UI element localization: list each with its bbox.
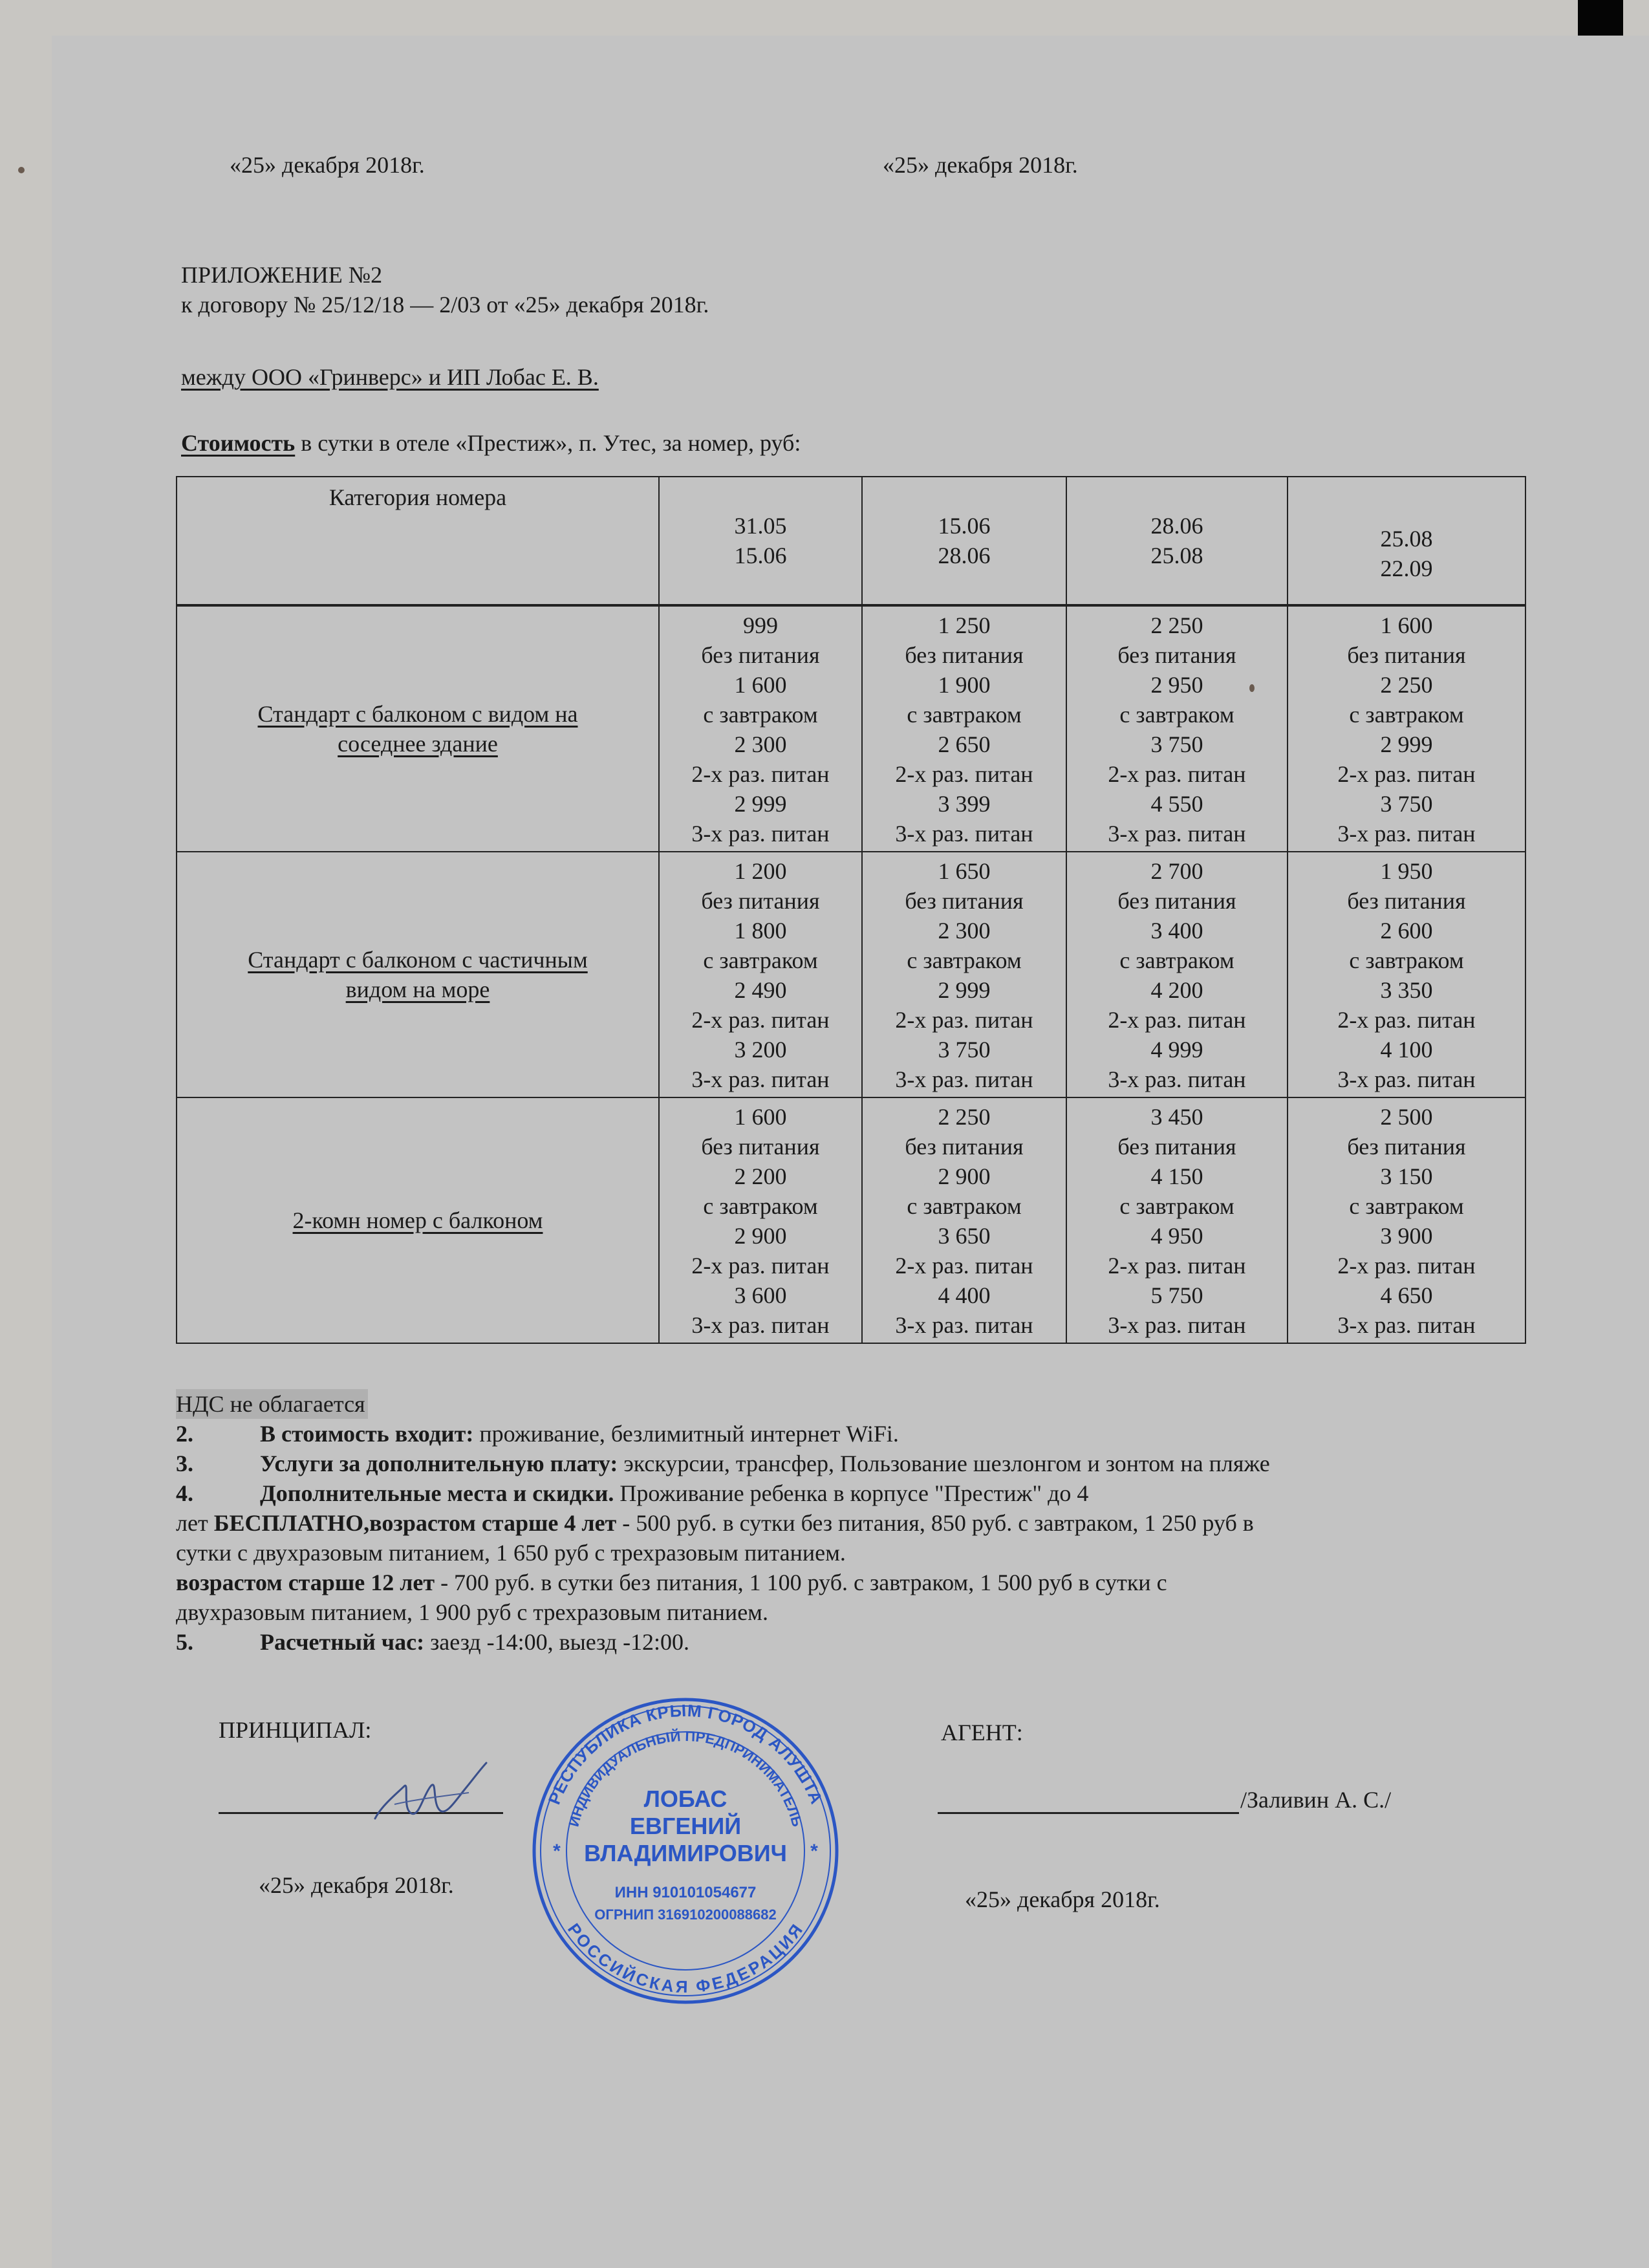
meal-plan-label: с завтраком [1349, 947, 1464, 973]
note-item-4-line5: двухразовым питанием, 1 900 руб с трехразовым питанием. [176, 1599, 768, 1625]
scan-speck [1249, 684, 1255, 692]
meal-plan-label: с завтраком [907, 702, 1022, 728]
header-date-left: «25» декабря 2018г. [230, 152, 425, 178]
note-item-4 [176, 1478, 1649, 1508]
meal-plan-label: 2-х раз. питан [691, 1007, 830, 1033]
meal-plan-label: без питания [701, 888, 820, 914]
price-value: 2 300 [734, 731, 787, 757]
price-value: 3 750 [938, 1037, 991, 1063]
meal-plan-label: с завтраком [1119, 702, 1234, 728]
principal-label: ПРИНЦИПАЛ: [219, 1717, 372, 1743]
meal-plan-label: без питания [1347, 1134, 1466, 1160]
price-value: 2 250 [1150, 612, 1203, 638]
header-category [177, 477, 659, 605]
meal-plan-label: 3-х раз. питан [895, 1312, 1033, 1338]
meal-plan-label: без питания [905, 1134, 1024, 1160]
price-value: 2 900 [938, 1163, 991, 1189]
note-heading: БЕСПЛАТНО,возрастом старше 4 лет [213, 1510, 617, 1536]
note-item-5 [176, 1627, 1649, 1657]
meal-plan-label: с завтраком [703, 947, 818, 973]
price-value: 3 350 [1380, 977, 1433, 1003]
header-period [1066, 477, 1288, 605]
note-text: проживание, безлимитный интернет WiFi. [473, 1421, 899, 1447]
meal-plan-label: с завтраком [703, 1193, 818, 1219]
meal-plan-label: 2-х раз. питан [895, 761, 1033, 787]
stamp-outer-top-text: РЕСПУБЛИКА КРЫМ ГОРОД АЛУШТА [544, 1700, 827, 1808]
note-item-3 [176, 1449, 1649, 1478]
meal-plan-label: 3-х раз. питан [691, 821, 830, 847]
room-category-line: Стандарт с балконом с видом на [257, 701, 578, 727]
meal-plan-label: с завтраком [1349, 1193, 1464, 1219]
price-cell [1288, 605, 1525, 852]
appendix-title: ПРИЛОЖЕНИЕ №2 [181, 262, 383, 288]
price-cell [1288, 1097, 1525, 1343]
price-value: 2 999 [1380, 731, 1433, 757]
price-cell [1066, 1097, 1288, 1343]
room-category [177, 1097, 659, 1343]
contract-parties-wrap [181, 362, 1649, 392]
period-from: 28.06 [1150, 513, 1203, 539]
price-cell [659, 1097, 862, 1343]
price-value: 1 800 [734, 918, 787, 944]
contract-reference: к договору № 25/12/18 — 2/03 от «25» декабря 2018г. [181, 292, 709, 318]
price-value: 2 490 [734, 977, 787, 1003]
agent-date: «25» декабря 2018г. [965, 1886, 1160, 1912]
price-cell [862, 605, 1066, 852]
period-from: 15.06 [938, 513, 991, 539]
stamp-name-line2: ЕВГЕНИЙ [629, 1813, 742, 1839]
price-value: 2 650 [938, 731, 991, 757]
meal-plan-label: 3-х раз. питан [1108, 821, 1246, 847]
meal-plan-label: 2-х раз. питан [1337, 761, 1476, 787]
note-heading: Дополнительные места и скидки. [260, 1480, 614, 1506]
note-number: 3. [176, 1451, 193, 1476]
price-value: 3 750 [1380, 791, 1433, 817]
stamp-star-right: * [810, 1841, 818, 1862]
room-category-line: Стандарт с балконом с частичным [248, 947, 588, 973]
price-value: 2 950 [1150, 672, 1203, 698]
period-to: 15.06 [734, 543, 787, 568]
header-dates [0, 150, 1649, 180]
price-value: 3 900 [1380, 1223, 1433, 1249]
meal-plan-label: 2-х раз. питан [1337, 1007, 1476, 1033]
table-header-row [177, 477, 1525, 605]
meal-plan-label: без питания [701, 1134, 820, 1160]
price-value: 1 200 [734, 858, 787, 884]
meal-plan-label: 2-х раз. питан [1108, 1253, 1246, 1279]
stamp-outer-bottom-text: РОССИЙСКАЯ ФЕДЕРАЦИЯ [563, 1919, 808, 1997]
header-category-label: Категория номера [329, 484, 507, 510]
meal-plan-label: 3-х раз. питан [1337, 1312, 1476, 1338]
note-item-4-line2 [176, 1508, 1649, 1538]
principal-handwritten-signature [362, 1754, 491, 1825]
company-seal-stamp [530, 1696, 841, 2006]
meal-plan-label: 2-х раз. питан [1108, 1007, 1246, 1033]
meal-plan-label: 3-х раз. питан [691, 1066, 830, 1092]
price-value: 2 600 [1380, 918, 1433, 944]
cost-description: в сутки в отеле «Престиж», п. Утес, за номер, руб: [295, 430, 801, 456]
price-value: 2 900 [734, 1223, 787, 1249]
meal-plan-label: 3-х раз. питан [1337, 821, 1476, 847]
principal-date: «25» декабря 2018г. [259, 1872, 454, 1898]
price-value: 5 750 [1150, 1282, 1203, 1308]
note-text: - 700 руб. в сутки без питания, 1 100 руб. с завтраком, 1 500 руб в сутки с [435, 1570, 1167, 1595]
price-value: 2 700 [1150, 858, 1203, 884]
note-number: 5. [176, 1629, 193, 1655]
price-value: 999 [743, 612, 778, 638]
note-heading: Расчетный час: [260, 1629, 425, 1655]
header-period [1288, 477, 1525, 605]
signature-block [0, 1700, 1649, 1997]
price-value: 2 500 [1380, 1104, 1433, 1130]
price-value: 1 250 [938, 612, 991, 638]
price-cell [659, 852, 862, 1097]
price-value: 3 750 [1150, 731, 1203, 757]
note-text: лет [176, 1510, 214, 1536]
price-value: 1 600 [1380, 612, 1433, 638]
meal-plan-label: 3-х раз. питан [1108, 1066, 1246, 1092]
note-number: 2. [176, 1421, 193, 1447]
meal-plan-label: 2-х раз. питан [691, 1253, 830, 1279]
note-heading: В стоимость входит: [260, 1421, 474, 1447]
price-value: 1 650 [938, 858, 991, 884]
price-value: 4 200 [1150, 977, 1203, 1003]
meal-plan-label: без питания [1117, 888, 1236, 914]
price-cell [862, 1097, 1066, 1343]
meal-plan-label: с завтраком [1349, 702, 1464, 728]
meal-plan-label: 3-х раз. питан [691, 1312, 830, 1338]
vat-note: НДС не облагается [176, 1389, 368, 1419]
meal-plan-label: с завтраком [703, 702, 818, 728]
price-cell [862, 852, 1066, 1097]
stamp-ogrnip-text: ОГРНИП 316910200088682 [594, 1906, 777, 1923]
note-text: - 500 руб. в сутки без питания, 850 руб. с завтраком, 1 250 руб в [616, 1510, 1254, 1536]
room-category-line: видом на море [345, 977, 490, 1002]
price-cell [1066, 852, 1288, 1097]
room-category [177, 605, 659, 852]
price-value: 4 400 [938, 1282, 991, 1308]
meal-plan-label: 2-х раз. питан [1337, 1253, 1476, 1279]
agent-label: АГЕНТ: [941, 1720, 1023, 1745]
note-heading: Услуги за дополнительную плату: [260, 1451, 618, 1476]
room-category [177, 852, 659, 1097]
price-value: 3 399 [938, 791, 991, 817]
table-row [177, 605, 1525, 852]
note-heading: возрастом старше 12 лет [176, 1570, 435, 1595]
notes-section [176, 1389, 1649, 1657]
price-value: 3 450 [1150, 1104, 1203, 1130]
stamp-inner-ring-text: ИНДИВИДУАЛЬНЫЙ ПРЕДПРИНИМАТЕЛЬ [565, 1727, 806, 1829]
price-value: 4 550 [1150, 791, 1203, 817]
price-value: 1 600 [734, 1104, 787, 1130]
price-value: 2 999 [938, 977, 991, 1003]
price-value: 1 600 [734, 672, 787, 698]
meal-plan-label: 2-х раз. питан [895, 1007, 1033, 1033]
agent-name: /Заливин А. С./ [1240, 1787, 1392, 1813]
cost-label: Стоимость [181, 430, 296, 456]
table-row [177, 852, 1525, 1097]
room-category-line: соседнее здание [338, 731, 498, 757]
meal-plan-label: с завтраком [1119, 1193, 1234, 1219]
meal-plan-label: 3-х раз. питан [1337, 1066, 1476, 1092]
meal-plan-label: без питания [1347, 642, 1466, 668]
cost-heading [181, 428, 1649, 458]
price-value: 3 650 [938, 1223, 991, 1249]
note-text: заезд -14:00, выезд -12:00. [424, 1629, 690, 1655]
period-to: 22.09 [1380, 556, 1433, 581]
stamp-name-line3: ВЛАДИМИРОВИЧ [584, 1840, 787, 1866]
price-value: 4 100 [1380, 1037, 1433, 1063]
price-cell [1288, 852, 1525, 1097]
price-value: 3 400 [1150, 918, 1203, 944]
price-cell [1066, 605, 1288, 852]
stamp-star-left: * [553, 1841, 561, 1862]
scan-speck [18, 167, 25, 173]
note-item-4-line4 [176, 1568, 1649, 1597]
period-from: 25.08 [1380, 526, 1433, 552]
price-value: 4 650 [1380, 1282, 1433, 1308]
table-row [177, 1097, 1525, 1343]
agent-signature-line [938, 1812, 1239, 1814]
price-table [176, 476, 1526, 1344]
meal-plan-label: без питания [1117, 642, 1236, 668]
meal-plan-label: без питания [701, 642, 820, 668]
period-to: 28.06 [938, 543, 991, 568]
price-value: 1 950 [1380, 858, 1433, 884]
meal-plan-label: с завтраком [907, 1193, 1022, 1219]
meal-plan-label: без питания [905, 642, 1024, 668]
price-value: 1 900 [938, 672, 991, 698]
price-value: 4 999 [1150, 1037, 1203, 1063]
header-period [862, 477, 1066, 605]
room-category-line: 2-комн номер с балконом [292, 1207, 543, 1233]
meal-plan-label: с завтраком [907, 947, 1022, 973]
price-value: 4 150 [1150, 1163, 1203, 1189]
stamp-inn-text: ИНН 910101054677 [614, 1884, 757, 1901]
meal-plan-label: без питания [1347, 888, 1466, 914]
vat-note-wrap [176, 1389, 1649, 1419]
period-from: 31.05 [734, 513, 787, 539]
stamp-name-line1: ЛОБАС [643, 1786, 727, 1812]
note-text: экскурсии, трансфер, Пользование шезлонгом и зонтом на пляже [618, 1451, 1270, 1476]
note-number: 4. [176, 1480, 193, 1506]
meal-plan-label: 2-х раз. питан [1108, 761, 1246, 787]
meal-plan-label: 3-х раз. питан [895, 821, 1033, 847]
price-value: 2 999 [734, 791, 787, 817]
price-value: 3 600 [734, 1282, 787, 1308]
header-date-right: «25» декабря 2018г. [883, 152, 1078, 178]
price-value: 2 200 [734, 1163, 787, 1189]
note-text: Проживание ребенка в корпусе "Престиж" до 4 [614, 1480, 1089, 1506]
meal-plan-label: без питания [1117, 1134, 1236, 1160]
meal-plan-label: без питания [905, 888, 1024, 914]
price-value: 2 300 [938, 918, 991, 944]
appendix-heading [181, 260, 1649, 458]
meal-plan-label: 2-х раз. питан [895, 1253, 1033, 1279]
price-value: 3 200 [734, 1037, 787, 1063]
meal-plan-label: с завтраком [1119, 947, 1234, 973]
meal-plan-label: 2-х раз. питан [691, 761, 830, 787]
header-period [659, 477, 862, 605]
period-to: 25.08 [1150, 543, 1203, 568]
price-value: 4 950 [1150, 1223, 1203, 1249]
contract-parties: между ООО «Гринверс» и ИП Лобас Е. В. [181, 364, 599, 390]
note-item-4-line3: сутки с двухразовым питанием, 1 650 руб с трехразовым питанием. [176, 1540, 846, 1566]
meal-plan-label: 3-х раз. питан [1108, 1312, 1246, 1338]
price-value: 2 250 [1380, 672, 1433, 698]
note-item-2 [176, 1419, 1649, 1449]
meal-plan-label: 3-х раз. питан [895, 1066, 1033, 1092]
price-value: 3 150 [1380, 1163, 1433, 1189]
price-value: 2 250 [938, 1104, 991, 1130]
price-cell [659, 605, 862, 852]
